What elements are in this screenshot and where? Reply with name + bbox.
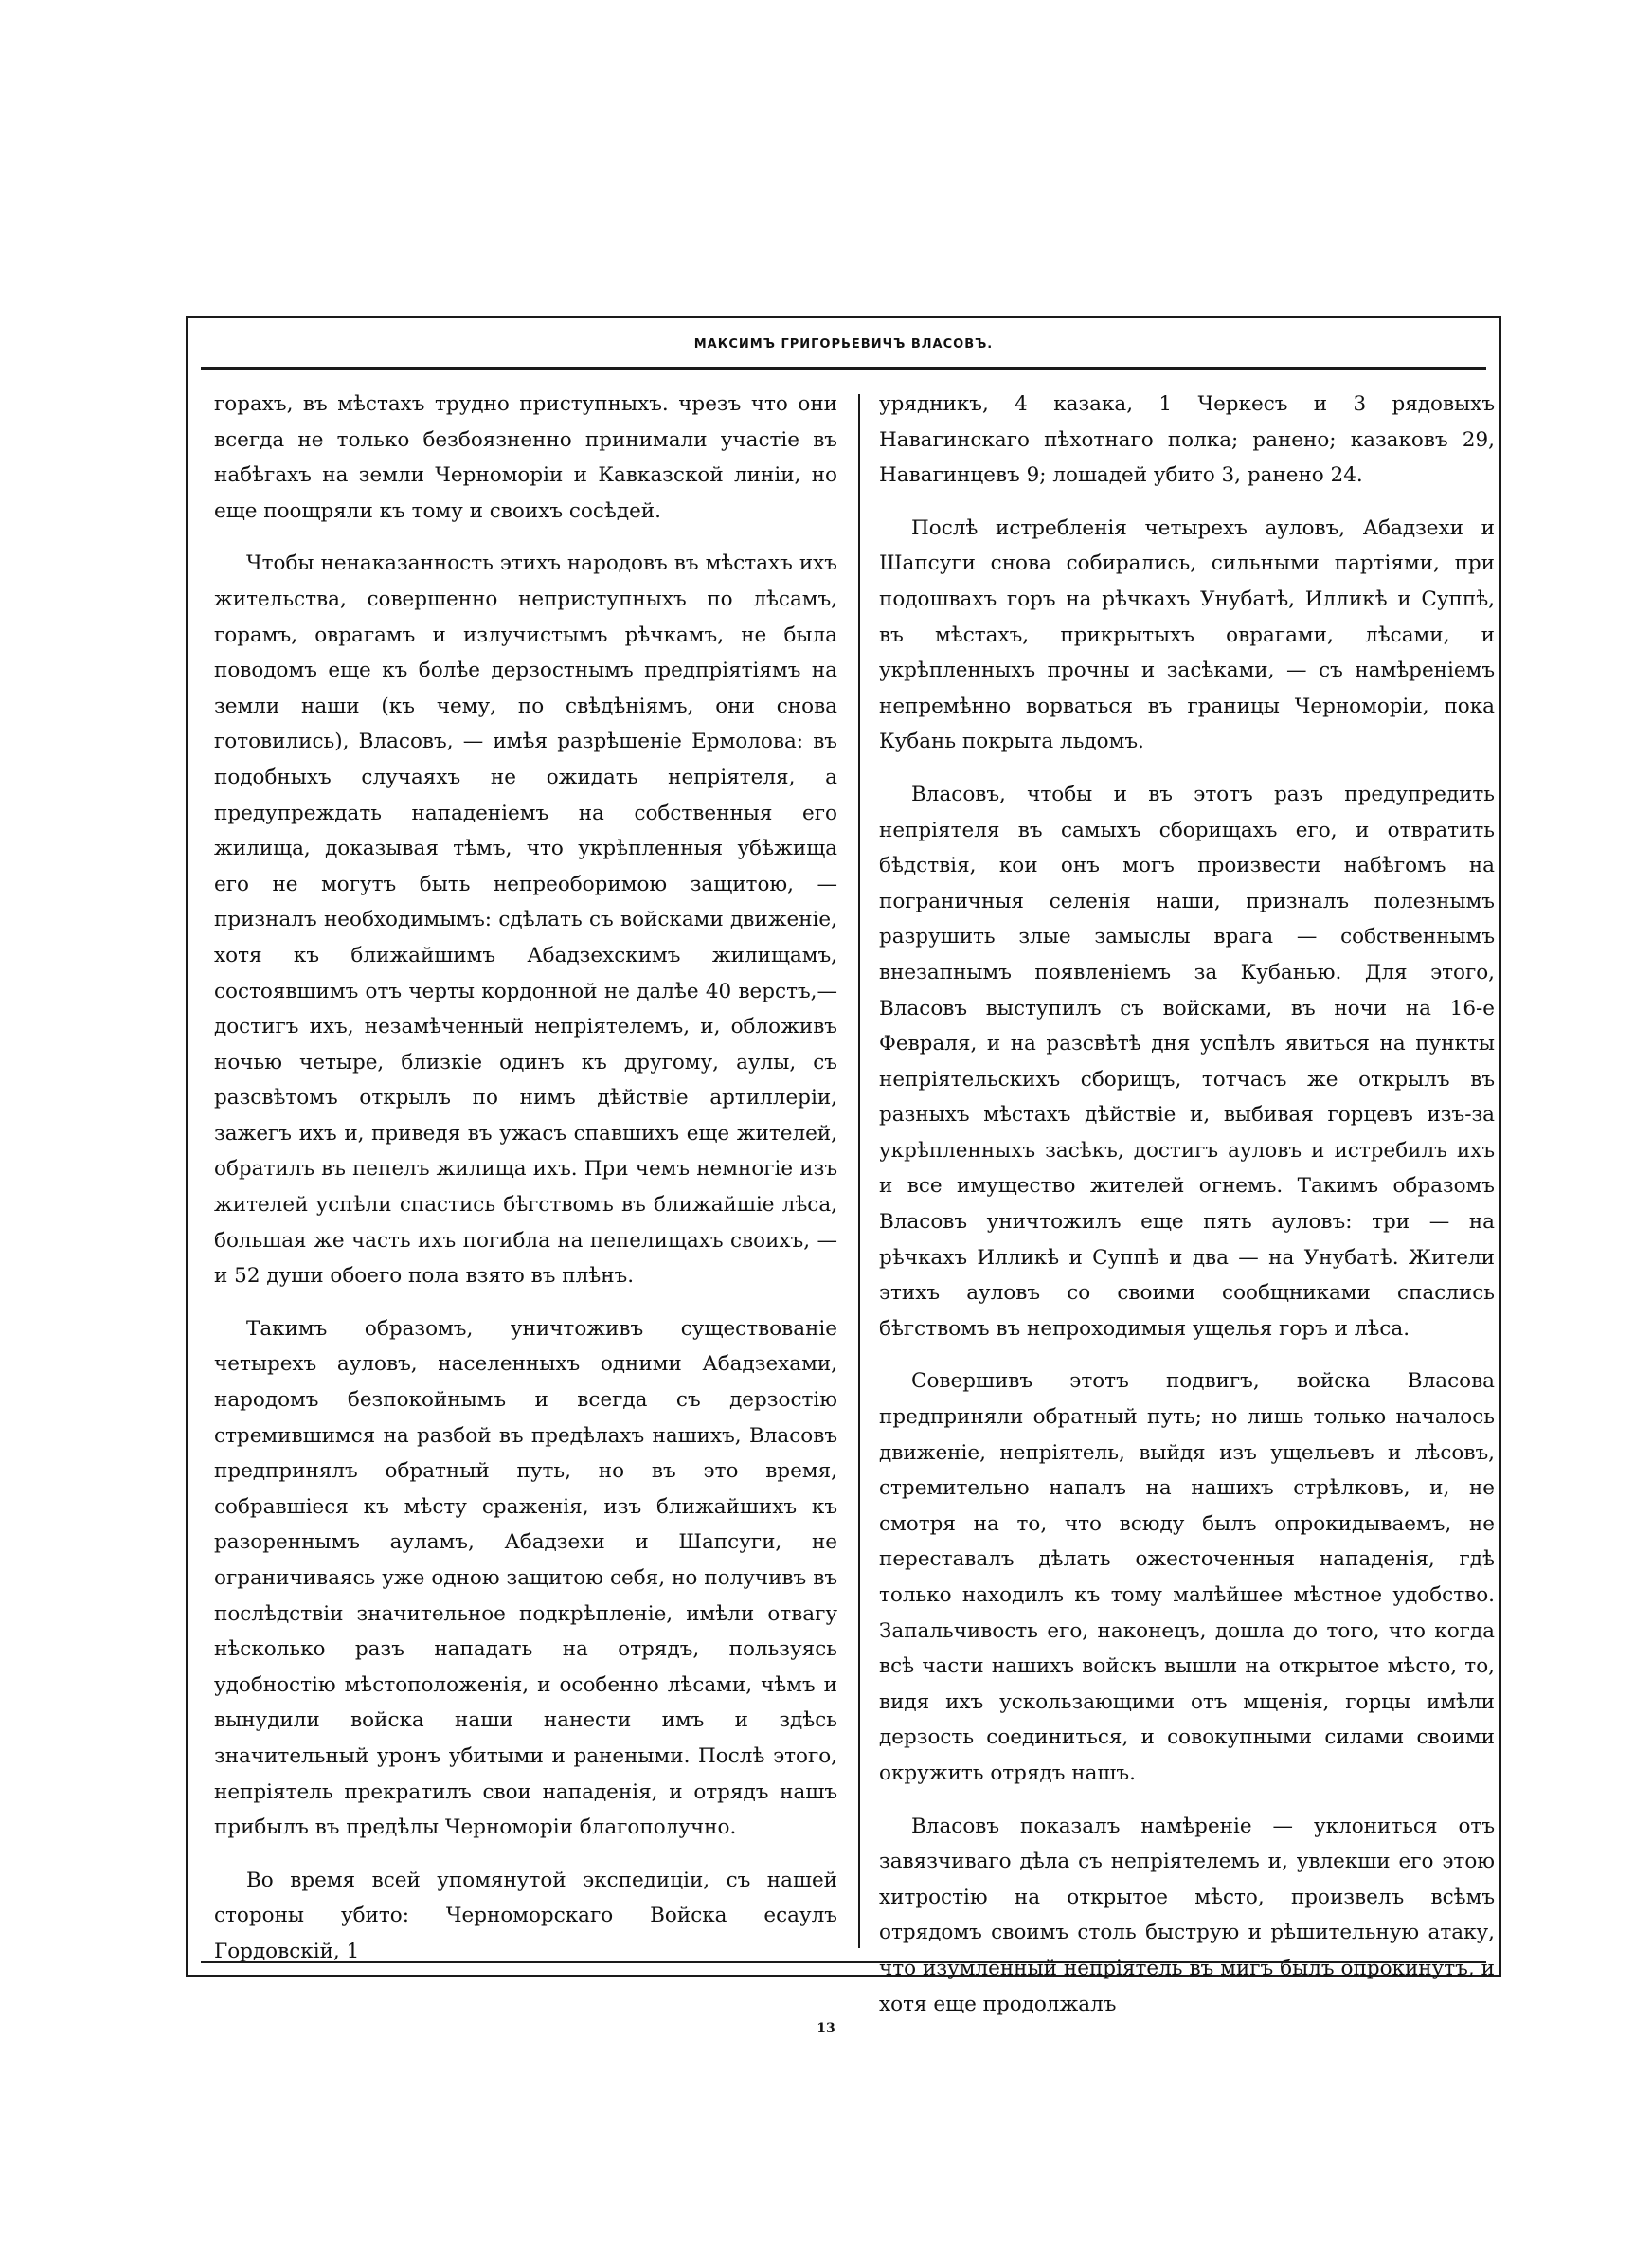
paragraph: Власовъ показалъ намѣреніе — уклониться отъ завязчиваго дѣла съ непріятелемъ и, увлекши его этою хитростію на открытое мѣсто, произвелъ всѣмъ отрядомъ своимъ столь быструю и рѣшительную атаку, что изумленный непріятель въ мигъ былъ опрокинутъ, и хотя еще продолжалъ bbox=[879, 1814, 1495, 2016]
left-column bbox=[214, 387, 837, 1963]
right-column bbox=[879, 387, 1495, 2016]
paragraph: Чтобы ненаказанность этихъ народовъ въ мѣстахъ ихъ жительства, совершенно неприступныхъ по лѣсамъ, горамъ, оврагамъ и излучистымъ рѣчкамъ, не была поводомъ еще къ болѣе дерзостнымъ предпріятіямъ на земли наши (къ чему, по свѣдѣніямъ, они снова готовились), Власовъ, — имѣя разрѣшеніе Ермолова: въ подобныхъ случаяхъ не ожидать непріятеля, а предупреждать нападеніемъ на собственныя его жилища, доказывая тѣмъ, что укрѣпленныя убѣжища его не могутъ быть непреоборимою защитою, — призналъ необходимымъ: сдѣлать съ войсками движеніе, хотя къ ближайшимъ Абадзехскимъ жилищамъ, состоявшимъ отъ черты кордонной не далѣе 40 верстъ,—достигъ ихъ, незамѣченный непріятелемъ, и, обложивъ ночью четыре, близкіе одинъ къ другому, аулы, съ разсвѣтомъ открылъ по нимъ дѣйствіе артиллеріи, зажегъ ихъ и, приведя въ ужасъ спавшихъ еще жителей, обратилъ въ пепелъ жилища ихъ. При чемъ немногіе изъ жителей успѣли спастись бѣгствомъ въ ближайшіе лѣса, большая же часть ихъ погибла на пепелищахъ своихъ, — и 52 души обоего пола взято въ плѣнъ. bbox=[214, 551, 837, 1289]
paragraph: Совершивъ этотъ подвигъ, войска Власова предприняли обратный путь; но лишь только началось движеніе, непріятель, выйдя изъ ущельевъ и лѣсовъ, стремительно напалъ на нашихъ стрѣлковъ, и, не смотря на то, что всюду былъ опрокидываемъ, не переставалъ дѣлать ожесточенныя нападенія, гдѣ только находилъ къ тому малѣйшее мѣстное удобство. Запальчивость его, наконецъ, дошла до того, что когда всѣ части нашихъ войскъ вышли на открытое мѣсто, то, видя ихъ ускользающими отъ мщенія, горцы имѣли дерзость соединиться, и совокупными силами своими окружить отрядъ нашъ. bbox=[879, 1369, 1495, 1785]
running-header bbox=[201, 318, 1486, 370]
paragraph: горахъ, въ мѣстахъ трудно приступныхъ. чрезъ что они всегда не только безбоязненно принимали участіе въ набѣгахъ на земли Черноморіи и Кавказской линіи, но еще поощряли къ тому и своихъ сосѣдей. bbox=[214, 392, 837, 523]
paragraph: Послѣ истребленія четырехъ ауловъ, Абадзехи и Шапсуги снова собирались, сильными партіями, при подошвахъ горъ на рѣчкахъ Унубатѣ, Илликѣ и Суппѣ, въ мѣстахъ, прикрытыхъ оврагами, лѣсами, и укрѣпленныхъ прочны и засѣками, — съ намѣреніемъ непремѣнно ворваться въ границы Черноморіи, пока Кубань покрыта льдомъ. bbox=[879, 515, 1495, 754]
bottom-rule bbox=[201, 1961, 1486, 1963]
page-number: 13 bbox=[817, 2021, 835, 2036]
paragraph: урядникъ, 4 казака, 1 Черкесъ и 3 рядовыхъ Навагинскаго пѣхотнаго полка; ранено; казаковъ 29, Навагинцевъ 9; лошадей убито 3, ранено 24. bbox=[879, 392, 1495, 488]
page-frame bbox=[186, 316, 1501, 2016]
paragraph: Такимъ образомъ, уничтоживъ существованіе четырехъ ауловъ, населенныхъ одними Абадзехами, народомъ безпокойнымъ и всегда съ дерзостію стремившимся на разбой въ предѣлахъ нашихъ, Власовъ предпринялъ обратный путь, но въ это время, собравшіеся къ мѣсту сраженія, изъ ближайшихъ къ разореннымъ ауламъ, Абадзехи и Шапсуги, не ограничиваясь уже одною защитою себя, но получивъ въ послѣдствіи значительное подкрѣпленіе, имѣли отвагу нѣсколько разъ нападать на отрядъ, пользуясь удобностію мѣстоположенія, и особенно лѣсами, чѣмъ и вынудили войска наши нанести имъ и здѣсь значительный уронъ убитыми и ранеными. Послѣ этого, непріятель прекратилъ свои нападенія, и отрядъ нашъ прибылъ въ предѣлы Черноморіи благополучно. bbox=[214, 1316, 837, 1840]
paragraph: Власовъ, чтобы и въ этотъ разъ предупредить непріятеля въ самыхъ сборищахъ его, и отвратить бѣдствія, кои онъ могъ произвести набѣгомъ на пограничныя селенія наши, призналъ полезнымъ разрушить злые замыслы врага — собственнымъ внезапнымъ появленіемъ за Кубанью. Для этого, Власовъ выступилъ съ войсками, въ ночи на 16-е Февраля, и на разсвѣтѣ дня успѣлъ явиться на пункты непріятельскихъ сборищъ, тотчасъ же открылъ въ разныхъ мѣстахъ дѣйствіе и, выбивая горцевъ изъ-за укрѣпленныхъ засѣкъ, достигъ ауловъ и истребилъ ихъ и все имущество жителей огнемъ. Такимъ образомъ Власовъ уничтожилъ еще пять ауловъ: три — на рѣчкахъ Илликѣ и Суппѣ и два — на Унубатѣ. Жители этихъ ауловъ со своими сообщниками спаслись бѣгствомъ въ непроходимыя ущелья горъ и лѣса. bbox=[879, 782, 1495, 1341]
paragraph: Во время всей упомянутой экспедиціи, съ нашей стороны убито: Черноморскаго Войска есаулъ Гордовскій, 1 bbox=[214, 1868, 837, 1963]
header-title: МАКСИМЪ ГРИГОРЬЕВИЧЪ ВЛАСОВЪ. bbox=[693, 337, 994, 352]
column-divider bbox=[858, 394, 860, 1948]
